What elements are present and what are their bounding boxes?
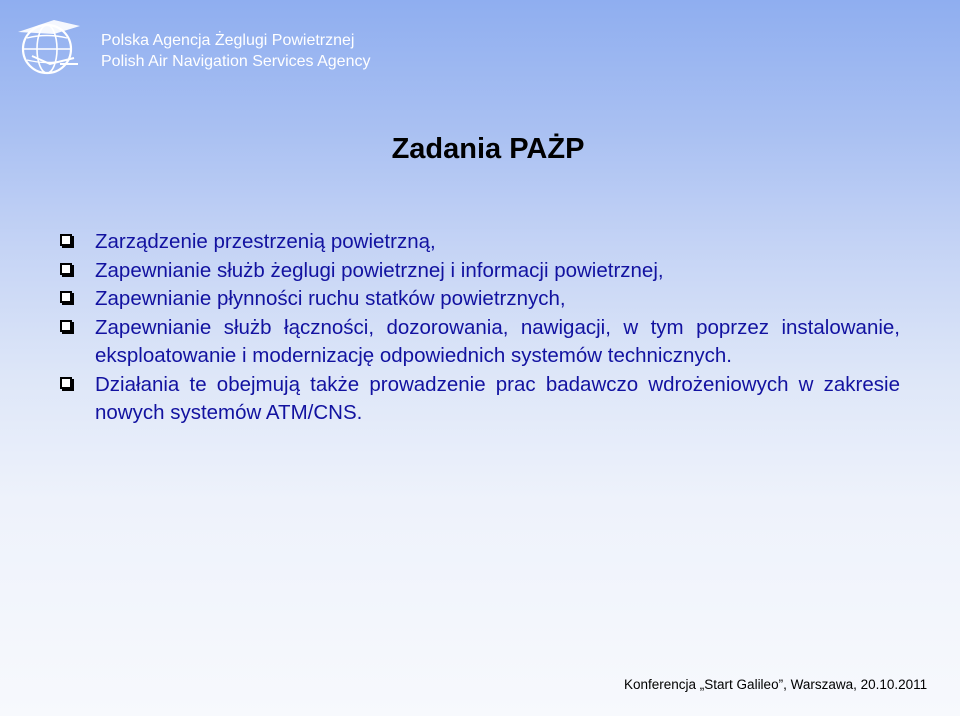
footer-conference: Konferencja „Start Galileo”, Warszawa, 20.10.2011 [624,677,928,692]
checkbox-bullet-icon [60,234,72,246]
list-item-text: Zarządzenie przestrzenią powietrzną, [95,230,436,253]
checkbox-bullet-icon [60,320,72,332]
slide-title: Zadania PAŻP [391,133,585,165]
task-list [58,228,900,428]
agency-name-pl: Polska Agencja Żeglugi Powietrznej [101,32,355,49]
agency-name-en: Polish Air Navigation Services Agency [101,53,371,70]
list-item-text: Zapewnianie płynności ruchu statków powietrznych, [95,287,566,310]
list-item [58,285,900,314]
checkbox-bullet-icon [60,291,72,303]
list-item [58,314,900,371]
list-item [58,371,900,428]
list-item-text: Zapewnianie służb łączności, dozorowania, nawigacji, w tym poprzez instalowanie, eksploatowanie i modernizację odpowiednich systemów technicznych. [95,315,900,367]
list-item [58,228,900,257]
list-item-text: Zapewnianie służb żeglugi powietrznej i informacji powietrznej, [95,258,664,282]
checkbox-bullet-icon [60,263,72,275]
checkbox-bullet-icon [60,377,72,389]
agency-name [101,30,370,72]
list-item-text: Działania te obejmują także prowadzenie prac badawczo wdrożeniowych w zakresie nowych systemów ATM/CNS. [95,372,900,424]
pazp-logo-icon [14,12,84,82]
list-item [58,257,900,286]
